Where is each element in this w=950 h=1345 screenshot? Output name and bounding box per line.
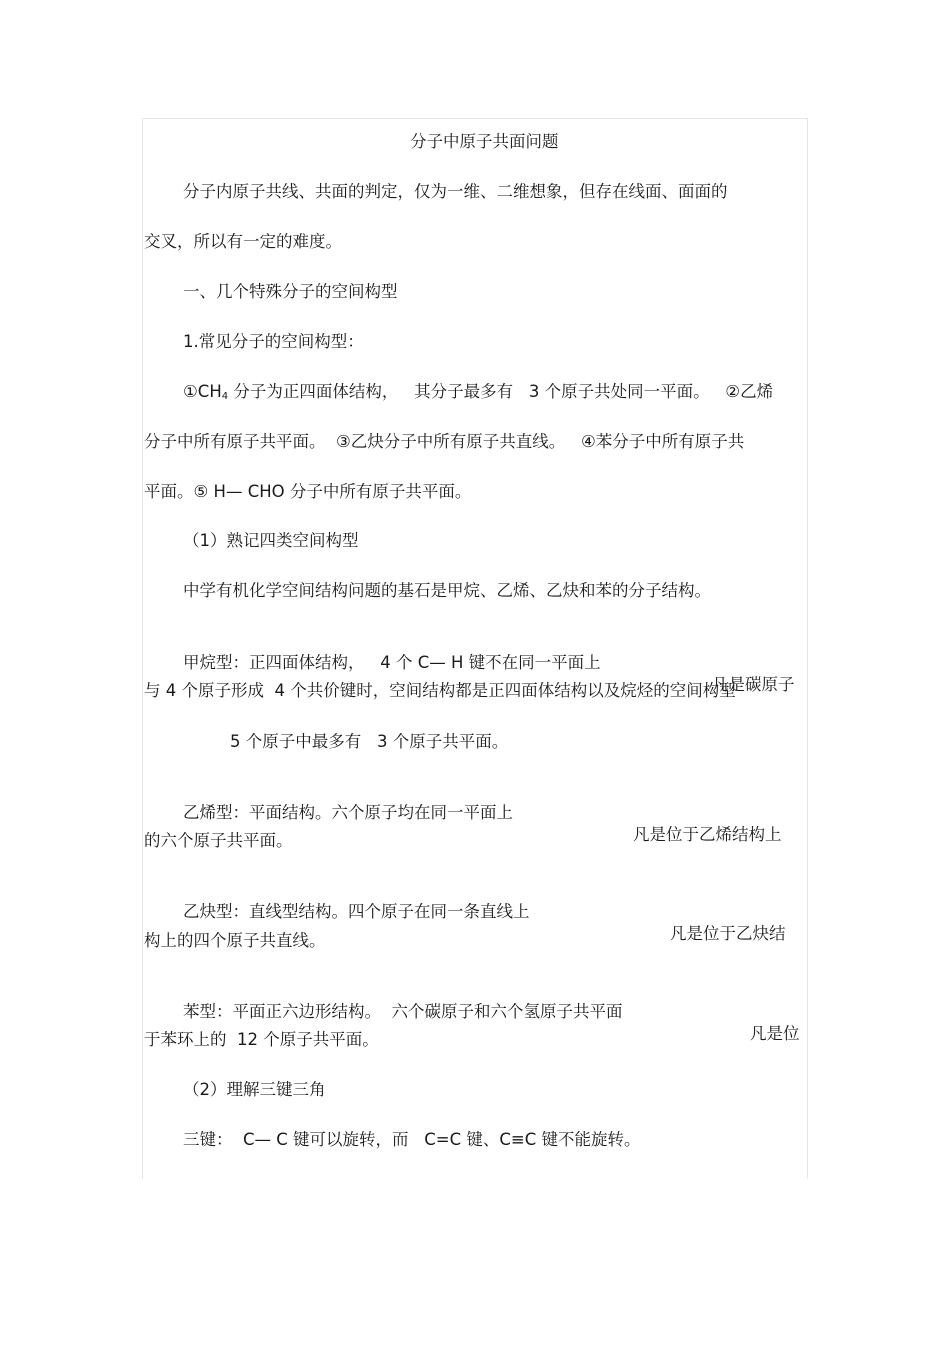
acetylene-definition: 乙炔型：直线型结构。四个原子在同一条直线上 [183,902,530,921]
acetylene-rule-start: 凡是位于乙炔结 [670,924,786,943]
ethylene-definition: 乙烯型：平面结构。六个原子均在同一平面上 [183,803,513,822]
methane-line-3: 5 个原子中最多有 3 个原子共平面。 [230,732,509,751]
common-line-2: 分子中所有原子共平面。 ③乙炔分子中所有原子共直线。 ④苯分子中所有原子共 [144,432,745,451]
acetylene-line-1 [183,879,823,943]
common-line-1 [183,381,773,403]
three-bonds-line: 三键： C— C 键可以旋转，而 C=C 键、C≡C 键不能旋转。 [183,1130,641,1149]
intro-line-1: 分子内原子共线、共面的判定，仅为一维、二维想象，但存在线面、面面的 [183,182,728,201]
ch4-subscript: 4 [221,391,229,402]
benzene-line-2: 于苯环上的 12 个原子共平面。 [144,1030,379,1049]
ethylene-rule-start: 凡是位于乙烯结构上 [633,825,782,844]
ethylene-line-2: 的六个原子共平面。 [144,831,293,850]
intro-line-2: 交叉，所以有一定的难度。 [144,232,342,251]
document-title: 分子中原子共面问题 [410,132,559,151]
common-structures-heading: 1.常见分子的空间构型： [183,332,364,351]
methane-definition: 甲烷型：正四面体结构， 4 个 C— H 键不在同一平面上 [183,653,601,672]
section1-heading: 一、几个特殊分子的空间构型 [183,282,398,301]
acetylene-line-2: 构上的四个原子共直线。 [144,931,326,950]
common-line-3: 平面。⑤ H— CHO 分子中所有原子共平面。 [144,482,472,501]
part1-heading: （1）熟记四类空间构型 [183,531,359,550]
benzene-rule-start: 凡是位 [750,1024,800,1043]
methane-rule-start: 凡是碳原子 [712,675,795,694]
ch4-prefix: ①CH [183,382,222,401]
benzene-definition: 苯型：平面正六边形结构。 六个碳原子和六个氢原子共平面 [183,1002,623,1021]
part1-intro: 中学有机化学空间结构问题的基石是甲烷、乙烯、乙炔和苯的分子结构。 [183,581,711,600]
common-line-1-rest: 分子为正四面体结构， 其分子最多有 3 个原子共处同一平面。 ②乙烯 [228,382,774,401]
methane-line-2: 与 4 个原子形成 4 个共价键时，空间结构都是正四面体结构以及烷烃的空间构型 [144,681,736,700]
part2-heading: （2）理解三键三角 [183,1080,326,1099]
